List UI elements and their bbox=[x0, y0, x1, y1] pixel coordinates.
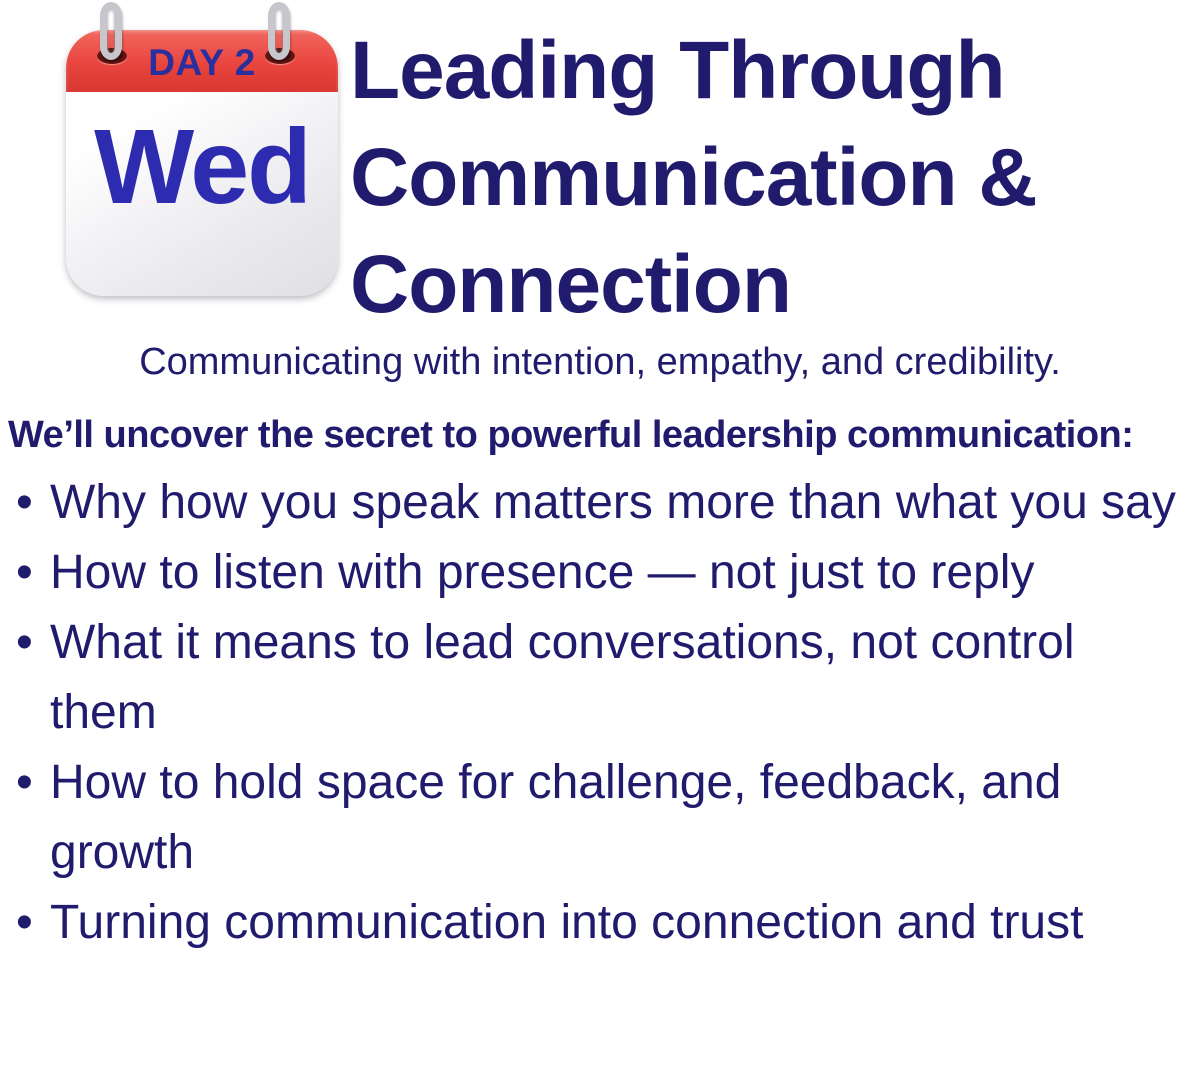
calendar-body bbox=[66, 92, 338, 226]
calendar-day-label: DAY 2 bbox=[148, 42, 256, 83]
list-item: • Why how you speak matters more than what you say bbox=[16, 468, 1185, 538]
bullet-list bbox=[0, 468, 1190, 958]
subtitle: Communicating with intention, empathy, and credibility. bbox=[139, 341, 1061, 383]
calendar-weekday: Wed bbox=[94, 108, 310, 226]
list-item: • Turning communication into connection and trust bbox=[16, 888, 1185, 958]
list-item: • How to hold space for challenge, feedback, and growth bbox=[16, 748, 1185, 888]
binder-ring-left-icon bbox=[100, 2, 122, 60]
list-item: • What it means to lead conversations, not control them bbox=[16, 608, 1185, 748]
intro-heading: We’ll uncover the secret to powerful leadership communication: bbox=[8, 413, 1134, 456]
list-item: • How to listen with presence — not just to reply bbox=[16, 538, 1185, 608]
binder-ring-right-icon bbox=[268, 2, 290, 60]
calendar-card bbox=[66, 30, 338, 296]
page-title: Leading Through Communication & Connection bbox=[350, 25, 1037, 330]
header bbox=[0, 0, 1200, 338]
calendar-icon bbox=[66, 0, 338, 302]
